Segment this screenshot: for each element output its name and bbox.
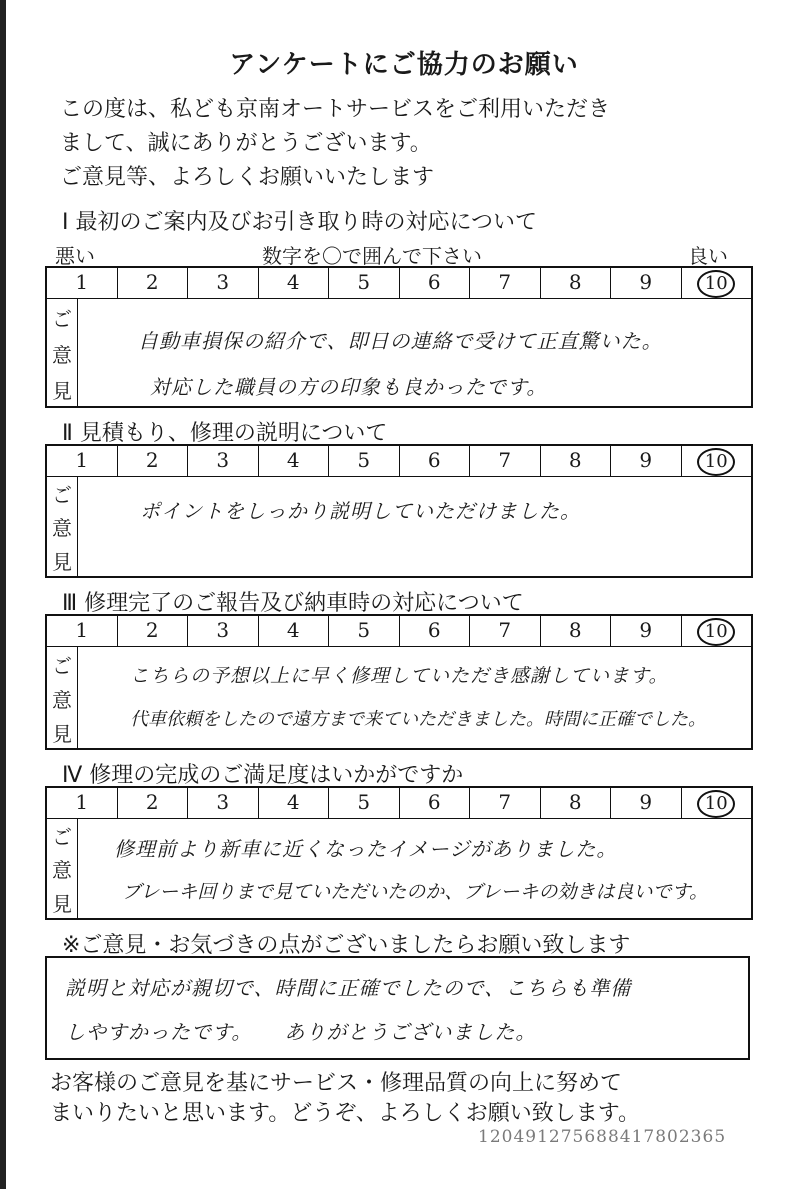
- rating-7[interactable]: 7: [470, 446, 541, 476]
- rating-7[interactable]: 7: [470, 268, 541, 298]
- rating-8[interactable]: 8: [541, 268, 612, 298]
- section-4-heading: Ⅳ 修理の完成のご満足度はいかがですか: [62, 763, 464, 788]
- scale-instruction: 数字を〇で囲んで下さい: [262, 244, 482, 268]
- rating-10-selected[interactable]: 10: [682, 446, 752, 476]
- rating-2[interactable]: 2: [118, 268, 189, 298]
- rating-1[interactable]: 1: [47, 268, 118, 298]
- section-3-heading: Ⅲ 修理完了のご報告及び納車時の対応について: [62, 591, 524, 616]
- rating-5[interactable]: 5: [329, 616, 400, 646]
- rating-8[interactable]: 8: [541, 788, 612, 818]
- rating-8[interactable]: 8: [541, 616, 612, 646]
- opinion-label: ご 意 見: [47, 299, 78, 407]
- rating-2[interactable]: 2: [118, 446, 189, 476]
- scan-edge: [0, 0, 6, 1189]
- rating-1[interactable]: 1: [47, 446, 118, 476]
- rating-9[interactable]: 9: [611, 616, 682, 646]
- rating-6[interactable]: 6: [400, 446, 471, 476]
- rating-2[interactable]: 2: [118, 616, 189, 646]
- rating-4[interactable]: 4: [259, 788, 330, 818]
- rating-10-selected[interactable]: 10: [682, 268, 752, 298]
- rating-3[interactable]: 3: [188, 616, 259, 646]
- opinion-label: ご 意 見: [47, 647, 78, 749]
- rating-10-selected[interactable]: 10: [682, 616, 752, 646]
- rating-6[interactable]: 6: [400, 788, 471, 818]
- rating-5[interactable]: 5: [329, 788, 400, 818]
- scale-bad-label: 悪い: [55, 244, 95, 268]
- rating-3[interactable]: 3: [188, 446, 259, 476]
- free-comment-heading: ※ご意見・お気づきの点がございましたらお願い致します: [62, 933, 631, 958]
- rating-9[interactable]: 9: [611, 268, 682, 298]
- rating-1[interactable]: 1: [47, 616, 118, 646]
- section-2-comment-1: ポイントをしっかり説明していただけました。: [140, 499, 581, 523]
- section-2-heading: Ⅱ 見積もり、修理の説明について: [62, 421, 388, 446]
- rating-scale: [47, 788, 751, 819]
- rating-9[interactable]: 9: [611, 788, 682, 818]
- section-3-comment-1: こちらの予想以上に早く修理していただき感謝しています。: [130, 665, 669, 687]
- opinion-label: ご 意 見: [47, 477, 78, 577]
- rating-5[interactable]: 5: [329, 446, 400, 476]
- section-1-box: [45, 266, 753, 408]
- rating-3[interactable]: 3: [188, 268, 259, 298]
- rating-4[interactable]: 4: [259, 268, 330, 298]
- rating-1[interactable]: 1: [47, 788, 118, 818]
- section-4-comment-1: 修理前より新車に近くなったイメージがありました。: [114, 837, 618, 861]
- section-4-box: [45, 786, 753, 920]
- page-title: アンケートにご協力のお願い: [229, 50, 579, 80]
- section-1-heading: Ⅰ 最初のご案内及びお引き取り時の対応について: [62, 210, 538, 235]
- section-3-box: [45, 614, 753, 750]
- intro-line-1: この度は、私ども京南オートサービスをご利用いただき: [60, 97, 611, 122]
- rating-scale: [47, 616, 751, 647]
- rating-2[interactable]: 2: [118, 788, 189, 818]
- free-comment-box: [45, 956, 750, 1060]
- section-3-comment-2: 代車依頼をしたので遠方まで来ていただきました。時間に正確でした。: [130, 709, 706, 730]
- opinion-label: ご 意 見: [47, 819, 78, 919]
- serial-number: 120491275688417802365: [478, 1127, 727, 1147]
- intro-line-2: まして、誠にありがとうございます。: [60, 131, 432, 156]
- rating-5[interactable]: 5: [329, 268, 400, 298]
- intro-line-3: ご意見等、よろしくお願いいたします: [60, 165, 435, 190]
- section-2-box: [45, 444, 753, 578]
- rating-9[interactable]: 9: [611, 446, 682, 476]
- rating-scale: [47, 446, 751, 477]
- rating-10-selected[interactable]: 10: [682, 788, 752, 818]
- scale-good-label: 良い: [688, 244, 728, 268]
- footer-line-2: まいりたいと思います。どうぞ、よろしくお願い致します。: [50, 1101, 641, 1126]
- section-4-comment-2: ブレーキ回りまで見ていただいたのか、ブレーキの効きは良いです。: [122, 881, 708, 903]
- rating-4[interactable]: 4: [259, 446, 330, 476]
- free-comment-line-2: しやすかったです。 ありがとうございました。: [65, 1020, 537, 1044]
- rating-6[interactable]: 6: [400, 616, 471, 646]
- rating-7[interactable]: 7: [470, 616, 541, 646]
- rating-scale: [47, 268, 751, 299]
- rating-3[interactable]: 3: [188, 788, 259, 818]
- rating-4[interactable]: 4: [259, 616, 330, 646]
- free-comment-line-1: 説明と対応が親切で、時間に正確でしたので、こちらも準備: [65, 976, 632, 1000]
- rating-8[interactable]: 8: [541, 446, 612, 476]
- section-1-comment-2: 対応した職員の方の印象も良かったです。: [150, 375, 548, 399]
- footer-line-1: お客様のご意見を基にサービス・修理品質の向上に努めて: [50, 1071, 623, 1096]
- rating-6[interactable]: 6: [400, 268, 471, 298]
- rating-7[interactable]: 7: [470, 788, 541, 818]
- section-1-comment-1: 自動車損保の紹介で、即日の連絡で受けて正直驚いた。: [138, 329, 663, 353]
